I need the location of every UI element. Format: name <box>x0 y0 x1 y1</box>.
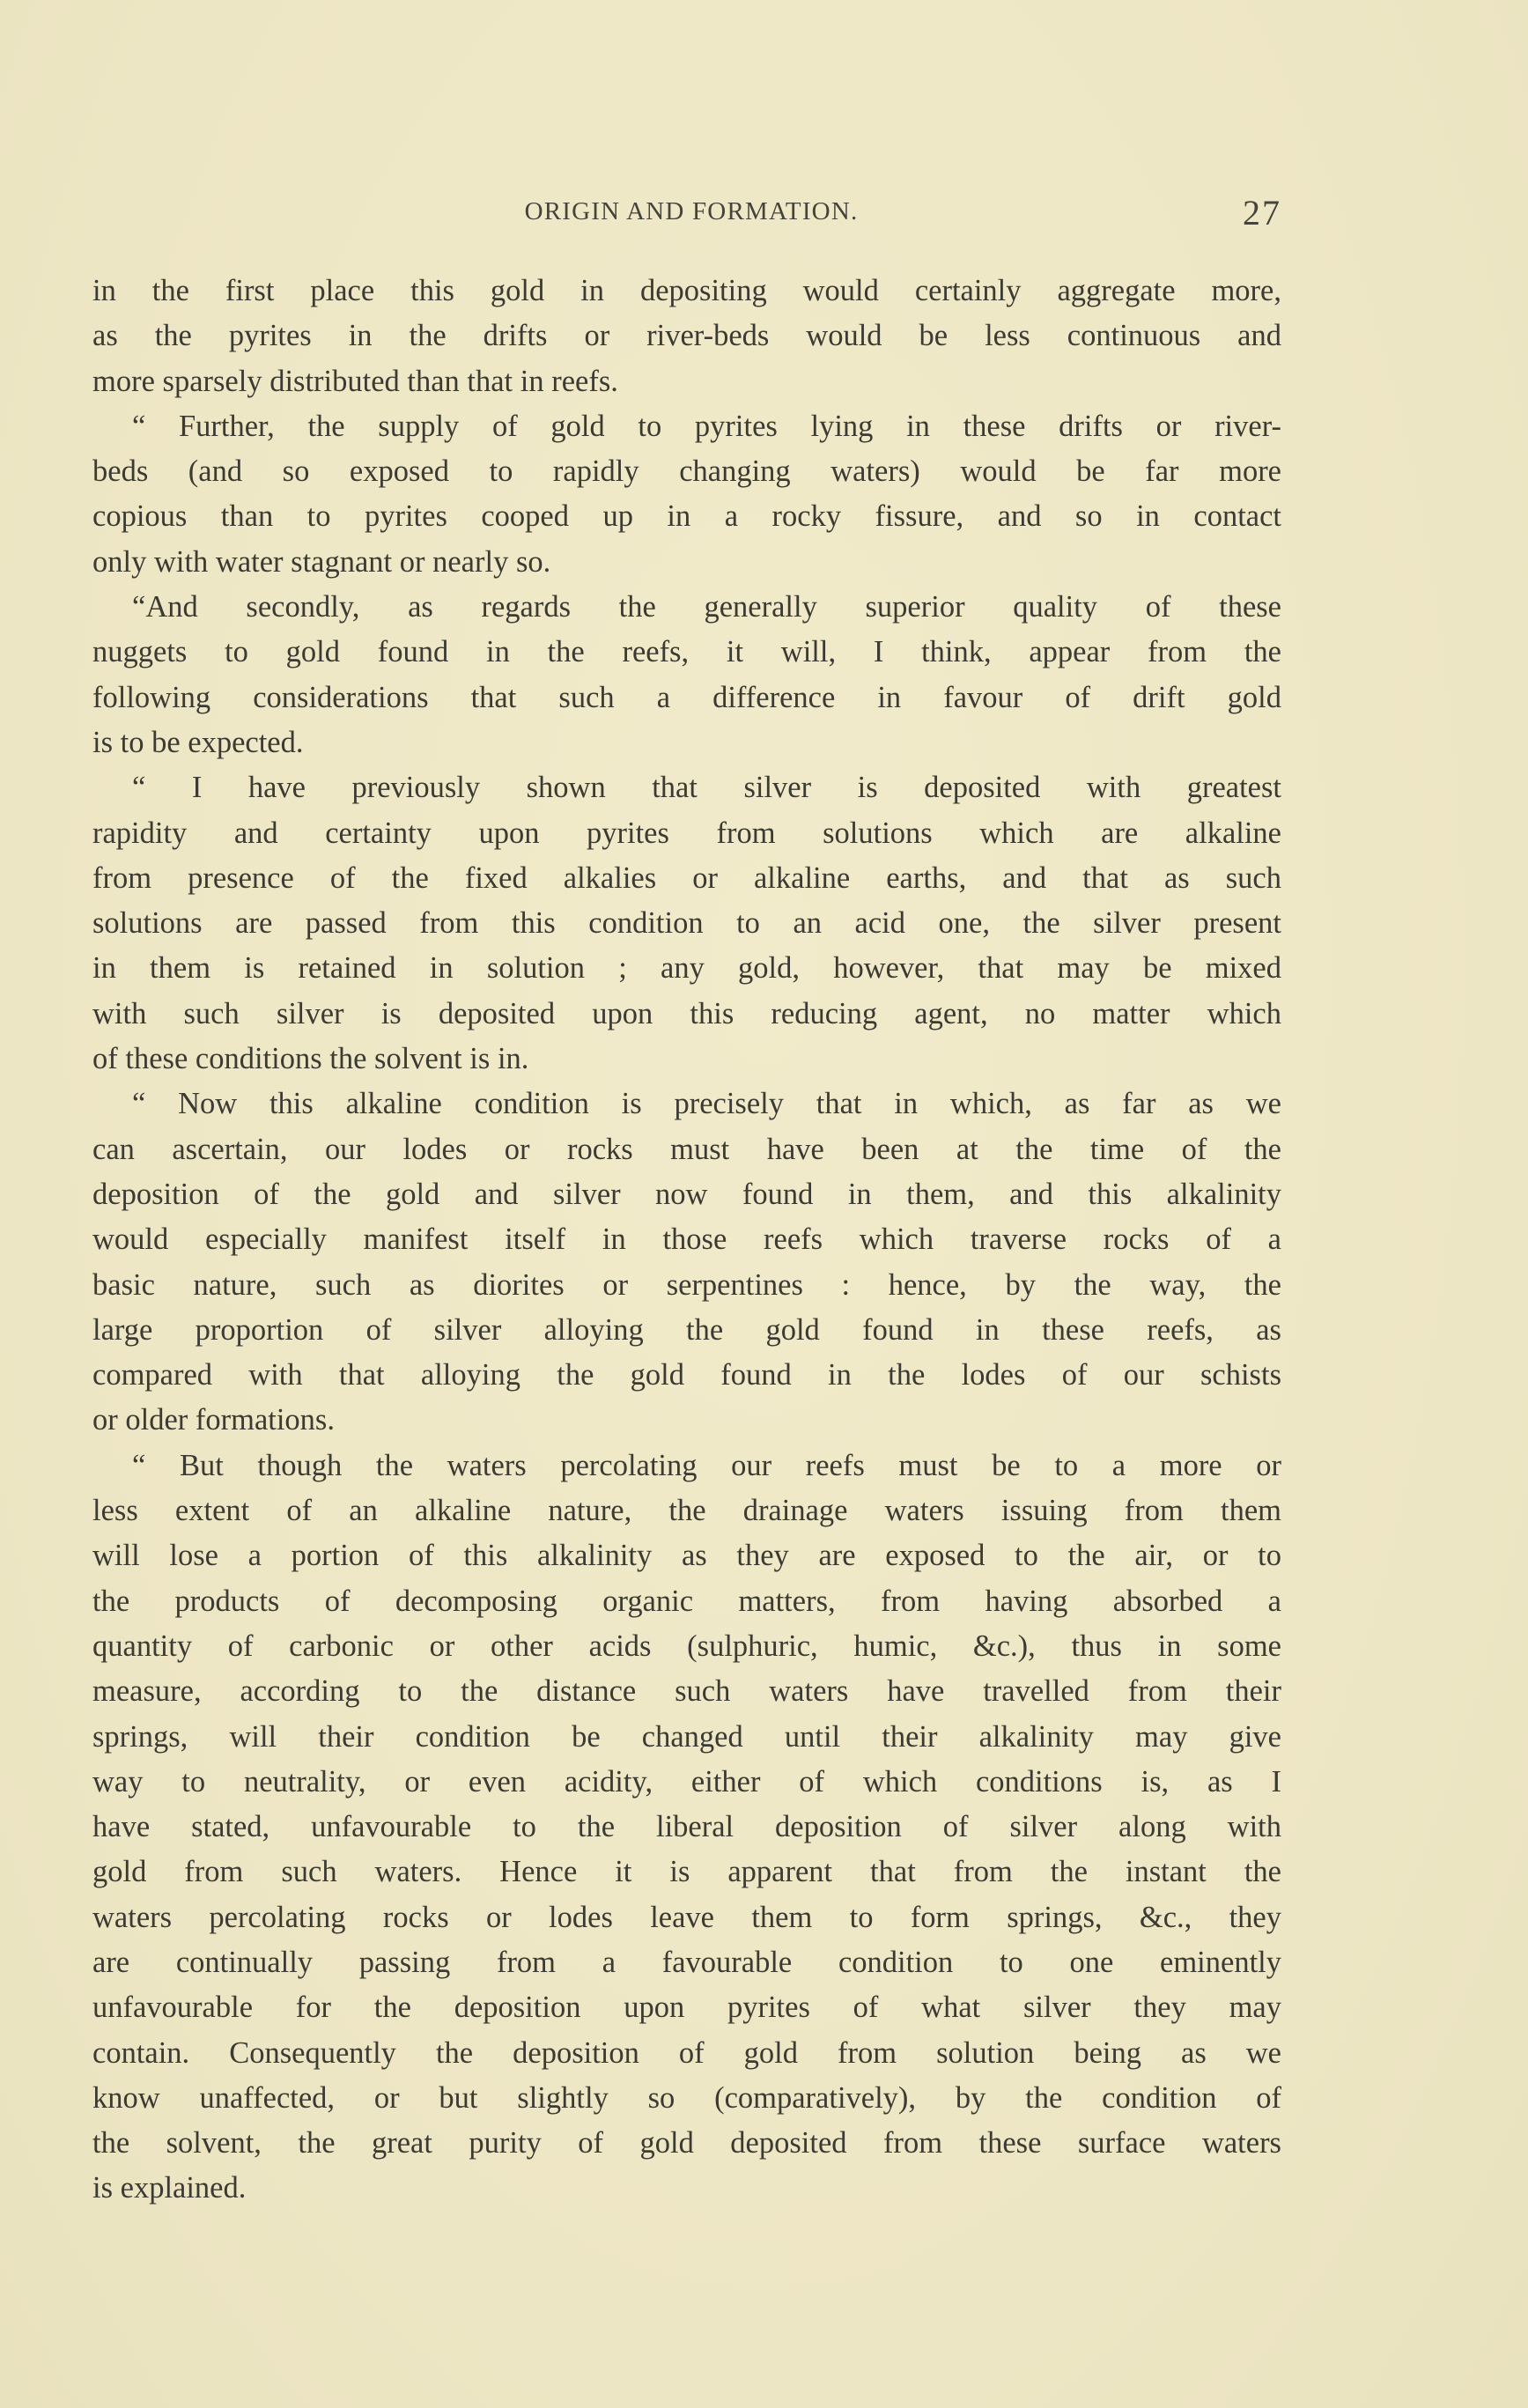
text-line: gold from such waters. Hence it is apparent that from the instant the <box>92 1855 1281 1889</box>
text-line: compared with that alloying the gold found in the lodes of our schists <box>92 1358 1281 1392</box>
text-line: as the pyrites in the drifts or river-beds would be less continuous and <box>92 319 1281 353</box>
text-line: more sparsely distributed than that in reefs. <box>92 364 618 398</box>
paragraph-first-line: “ But though the waters percolating our reefs must be to a more or <box>132 1448 1281 1482</box>
page-number: 27 <box>1243 193 1281 233</box>
text-line: large proportion of silver alloying the gold found in these reefs, as <box>92 1312 1281 1347</box>
running-head <box>92 192 1281 236</box>
text-line: the products of decomposing organic matters, from having absorbed a <box>92 1584 1281 1618</box>
text-line: of these conditions the solvent is in. <box>92 1042 529 1076</box>
text-line: is explained. <box>92 2171 247 2205</box>
paragraph-first-line: “ Now this alkaline condition is precisely that in which, as far as we <box>132 1087 1281 1121</box>
paragraph-first-line: “ Further, the supply of gold to pyrites lying in these drifts or river- <box>132 409 1281 443</box>
text-line: nuggets to gold found in the reefs, it will, I think, appear from the <box>92 635 1281 669</box>
text-line: solutions are passed from this condition to an acid one, the silver present <box>92 906 1281 941</box>
text-line: in the first place this gold in depositing would certainly aggregate more, <box>92 274 1281 307</box>
text-line: basic nature, such as diorites or serpentines : hence, by the way, the <box>92 1267 1281 1302</box>
text-line: only with water stagnant or nearly so. <box>92 544 551 579</box>
text-line: copious than to pyrites cooped up in a rocky fissure, and so in contact <box>92 499 1281 534</box>
text-line: know unaffected, or but slightly so (comparatively), by the condition of <box>92 2080 1281 2115</box>
text-line: in them is retained in solution ; any gold, however, that may be mixed <box>92 951 1281 986</box>
text-line: deposition of the gold and silver now found in them, and this alkalinity <box>92 1177 1281 1211</box>
text-line: with such silver is deposited upon this reducing agent, no matter which <box>92 996 1281 1030</box>
paragraph-first-line: “And secondly, as regards the generally superior quality of these <box>132 590 1281 624</box>
text-line: from presence of the fixed alkalies or alkaline earths, and that as such <box>92 861 1281 895</box>
running-title: ORIGIN AND FORMATION. <box>524 197 859 225</box>
text-line: the solvent, the great purity of gold deposited from these surface waters <box>92 2126 1281 2161</box>
text-line: way to neutrality, or even acidity, either of which conditions is, as I <box>92 1764 1281 1799</box>
text-line: contain. Consequently the deposition of gold from solution being as we <box>92 2035 1281 2070</box>
text-line: quantity of carbonic or other acids (sulphuric, humic, &c.), thus in some <box>92 1629 1281 1663</box>
text-line: following considerations that such a difference in favour of drift gold <box>92 680 1281 714</box>
text-line: have stated, unfavourable to the liberal deposition of silver along with <box>92 1810 1281 1844</box>
text-line: less extent of an alkaline nature, the drainage waters issuing from them <box>92 1494 1281 1528</box>
text-line: will lose a portion of this alkalinity as they are exposed to the air, or to <box>92 1539 1281 1573</box>
text-line: waters percolating rocks or lodes leave them to form springs, &c., they <box>92 1900 1281 1934</box>
body-text <box>92 269 1281 2212</box>
text-line: beds (and so exposed to rapidly changing waters) would be far more <box>92 454 1281 489</box>
text-line: rapidity and certainty upon pyrites from solutions which are alkaline <box>92 816 1281 850</box>
text-line: is to be expected. <box>92 725 304 759</box>
text-line: can ascertain, our lodes or rocks must have been at the time of the <box>92 1132 1281 1166</box>
text-line: or older formations. <box>92 1403 335 1437</box>
text-line: unfavourable for the deposition upon pyrites of what silver they may <box>92 1991 1281 2025</box>
text-line: springs, will their condition be changed until their alkalinity may give <box>92 1719 1281 1754</box>
text-line: would especially manifest itself in those reefs which traverse rocks of a <box>92 1222 1281 1257</box>
text-line: measure, according to the distance such waters have travelled from their <box>92 1674 1281 1709</box>
text-line: are continually passing from a favourable condition to one eminently <box>92 1945 1281 1979</box>
paragraph-first-line: “ I have previously shown that silver is deposited with greatest <box>132 771 1281 805</box>
